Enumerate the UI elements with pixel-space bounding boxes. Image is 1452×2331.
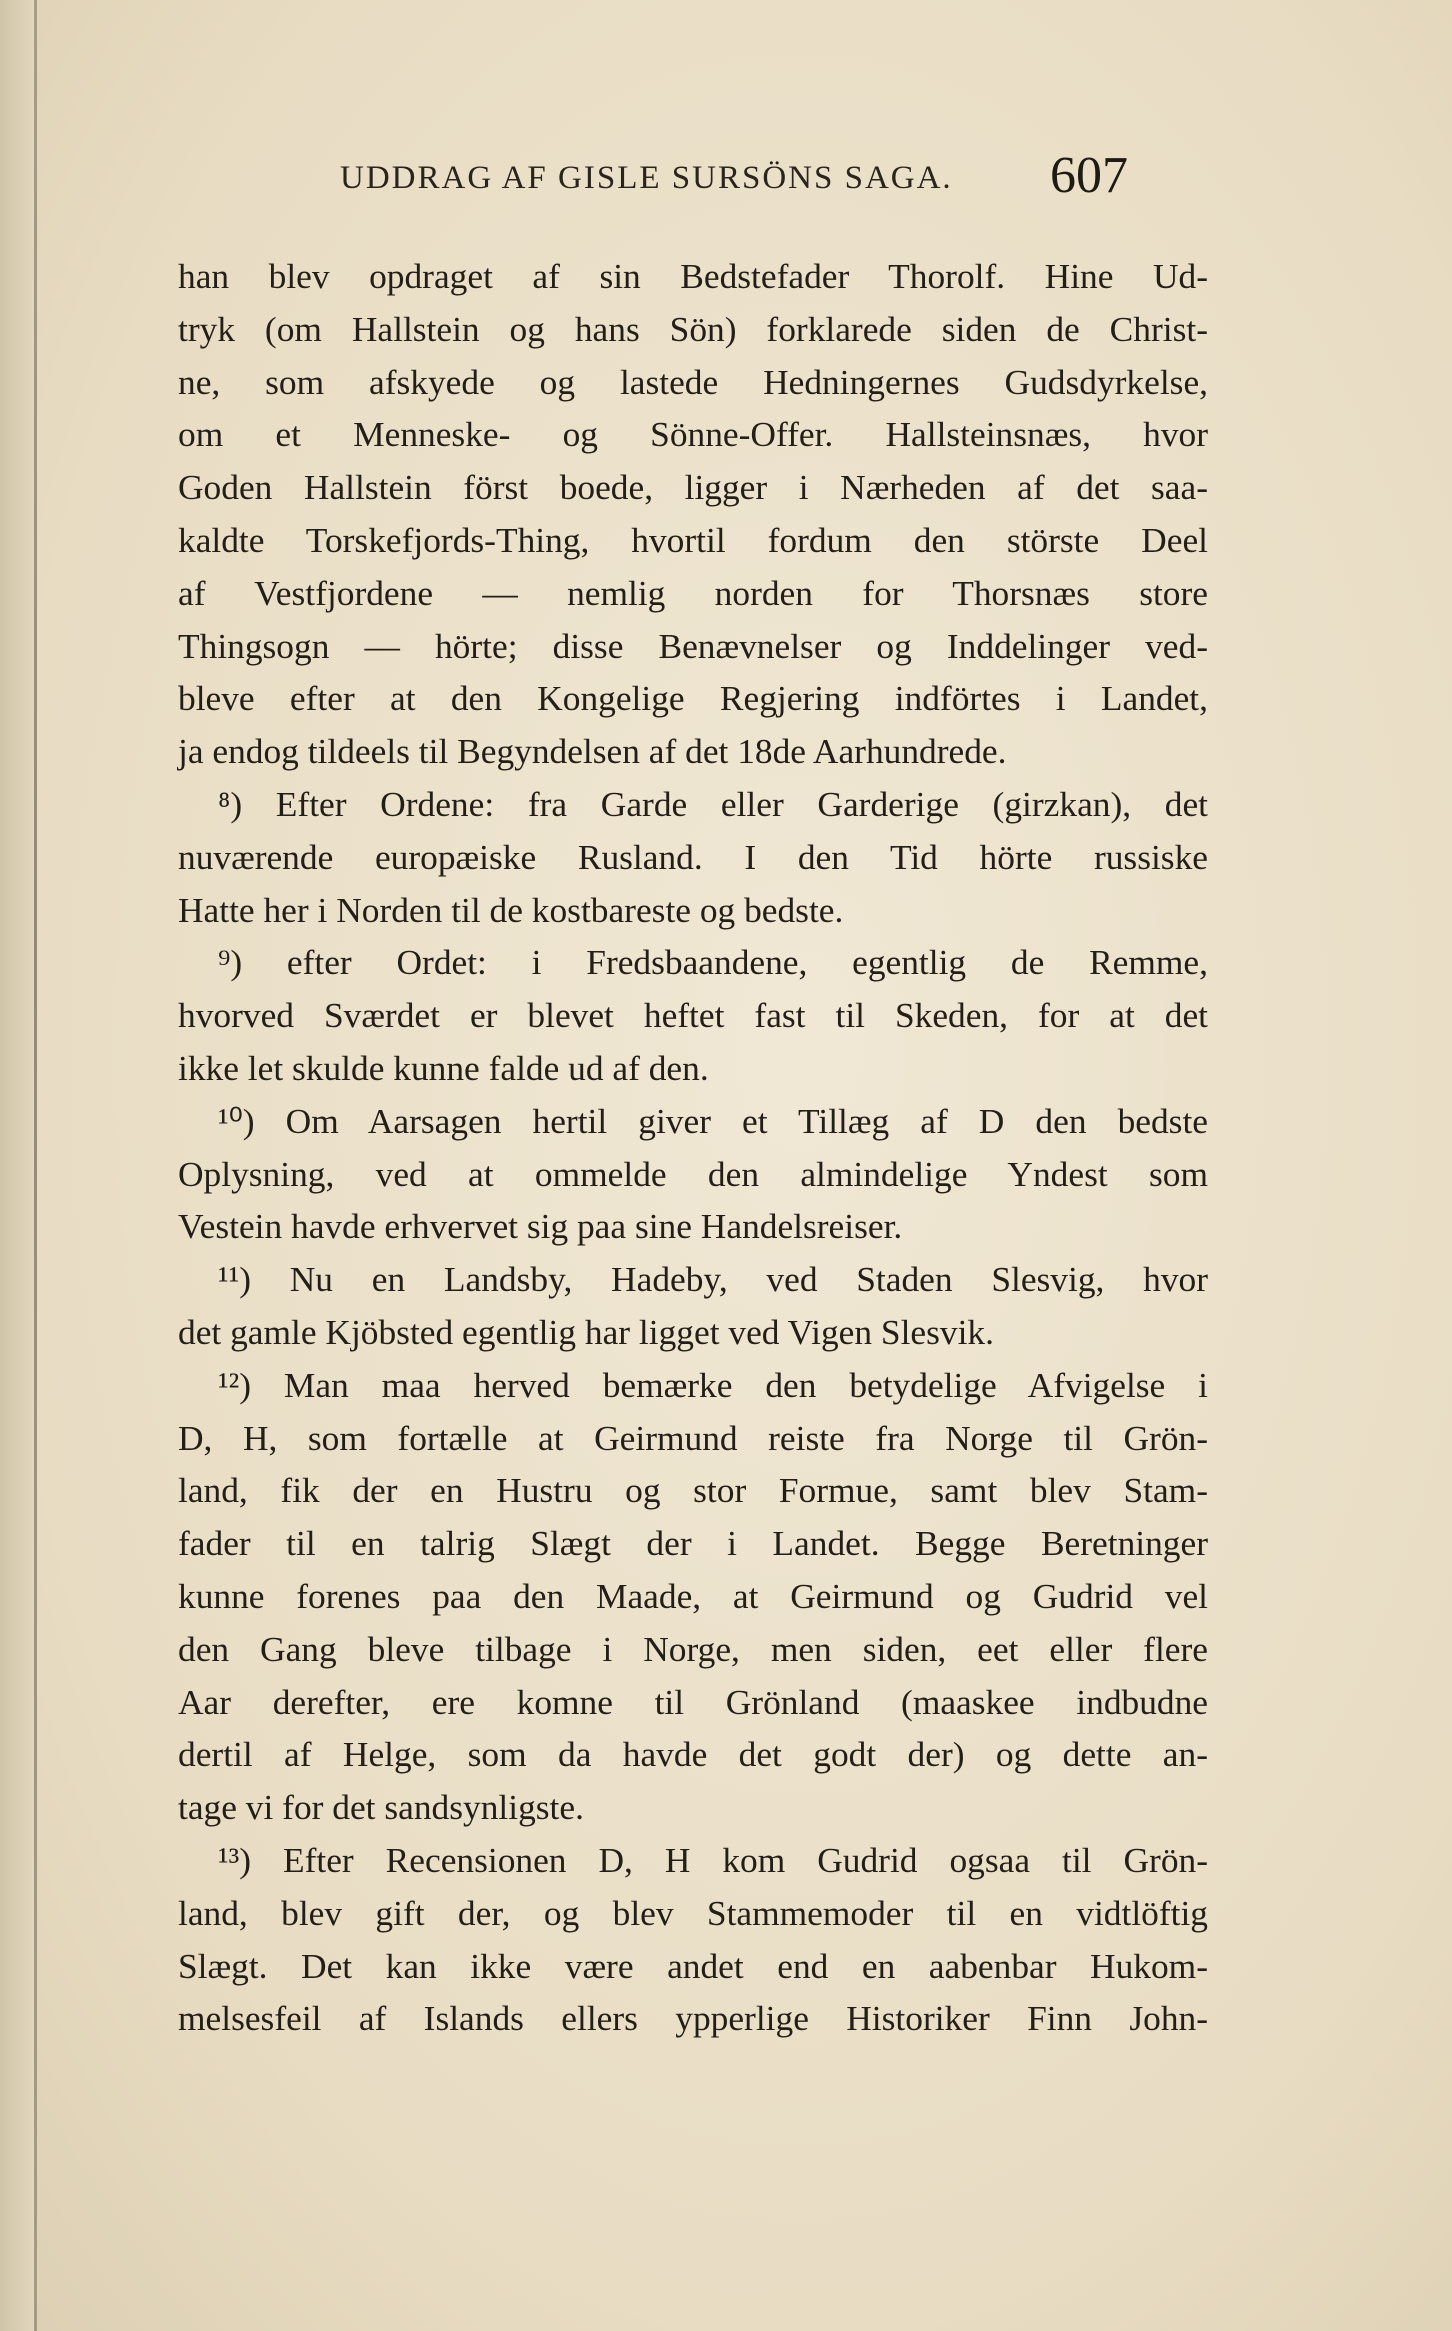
footnote-8-line: ⁸) Efter Ordene: fra Garde eller Garderige (girzkan), det	[218, 783, 1208, 824]
text-line: dertil af Helge, som da havde det godt der) og dette an-	[178, 1734, 1208, 1775]
text-line: melsesfeil af Islands ellers ypperlige Historiker Finn John-	[178, 1998, 1208, 2039]
text-line: om et Menneske- og Sönne-Offer. Hallsteinsnæs, hvor	[178, 414, 1208, 455]
text-line: af Vestfjordene — nemlig norden for Thorsnæs store	[178, 572, 1208, 613]
text-line: den Gang bleve tilbage i Norge, men siden, eet eller flere	[178, 1628, 1208, 1669]
body-text	[178, 250, 1208, 2045]
gutter-shadow	[0, 0, 34, 2331]
footnote-10-line: ¹⁰) Om Aarsagen hertil giver et Tillæg af D den bedste	[218, 1100, 1208, 1141]
text-line: Goden Hallstein först boede, ligger i Nærheden af det saa-	[178, 467, 1208, 508]
text-line: kunne forenes paa den Maade, at Geirmund og Gudrid vel	[178, 1575, 1208, 1616]
page-header	[180, 147, 1210, 210]
text-line: bleve efter at den Kongelige Regjering indförtes i Landet,	[178, 678, 1208, 719]
text-line: ikke let skulde kunne falde ud af den.	[178, 1047, 709, 1088]
page-number: 607	[1050, 147, 1128, 204]
text-line: tage vi for det sandsynligste.	[178, 1787, 584, 1828]
text-line: Thingsogn — hörte; disse Benævnelser og Inddelinger ved-	[178, 625, 1208, 666]
text-line: kaldte Torskefjords-Thing, hvortil fordum den störste Deel	[178, 519, 1208, 560]
text-line: land, blev gift der, og blev Stammemoder til en vidtlöftig	[178, 1892, 1208, 1933]
text-line: land, fik der en Hustru og stor Formue, samt blev Stam-	[178, 1470, 1208, 1511]
text-line: Aar derefter, ere komne til Grönland (maaskee indbudne	[178, 1681, 1208, 1722]
text-line: Oplysning, ved at ommelde den almindelige Yndest som	[178, 1153, 1208, 1194]
text-line: hvorved Sværdet er blevet heftet fast til Skeden, for at det	[178, 995, 1208, 1036]
footnote-12-line: ¹²) Man maa herved bemærke den betydelige Afvigelse i	[218, 1364, 1208, 1405]
text-line: tryk (om Hallstein og hans Sön) forklarede siden de Christ-	[178, 308, 1208, 349]
text-line: nuværende europæiske Rusland. I den Tid hörte russiske	[178, 836, 1208, 877]
text-line: ja endog tildeels til Begyndelsen af det 18de Aarhundrede.	[178, 731, 1007, 772]
text-line: D, H, som fortælle at Geirmund reiste fra Norge til Grön-	[178, 1417, 1208, 1458]
text-line: fader til en talrig Slægt der i Landet. Begge Beretninger	[178, 1523, 1208, 1564]
text-line: han blev opdraget af sin Bedstefader Thorolf. Hine Ud-	[178, 256, 1208, 296]
gutter-binding-line	[34, 0, 37, 2331]
text-line: Slægt. Det kan ikke være andet end en aabenbar Hukom-	[178, 1945, 1208, 1986]
text-line: Vestein havde erhvervet sig paa sine Handelsreiser.	[178, 1206, 903, 1247]
text-line: Hatte her i Norden til de kostbareste og bedste.	[178, 889, 844, 930]
footnote-13-line: ¹³) Efter Recensionen D, H kom Gudrid ogsaa til Grön-	[218, 1839, 1208, 1880]
footnote-9-line: ⁹) efter Ordet: i Fredsbaandene, egentlig de Remme,	[218, 942, 1208, 983]
text-line: ne, som afskyede og lastede Hedningernes Gudsdyrkelse,	[178, 361, 1208, 402]
running-title: UDDRAG AF GISLE SURSÖNS SAGA.	[340, 160, 953, 196]
text-line: det gamle Kjöbsted egentlig har ligget ved Vigen Slesvik.	[178, 1311, 994, 1352]
footnote-11-line: ¹¹) Nu en Landsby, Hadeby, ved Staden Slesvig, hvor	[218, 1259, 1208, 1300]
